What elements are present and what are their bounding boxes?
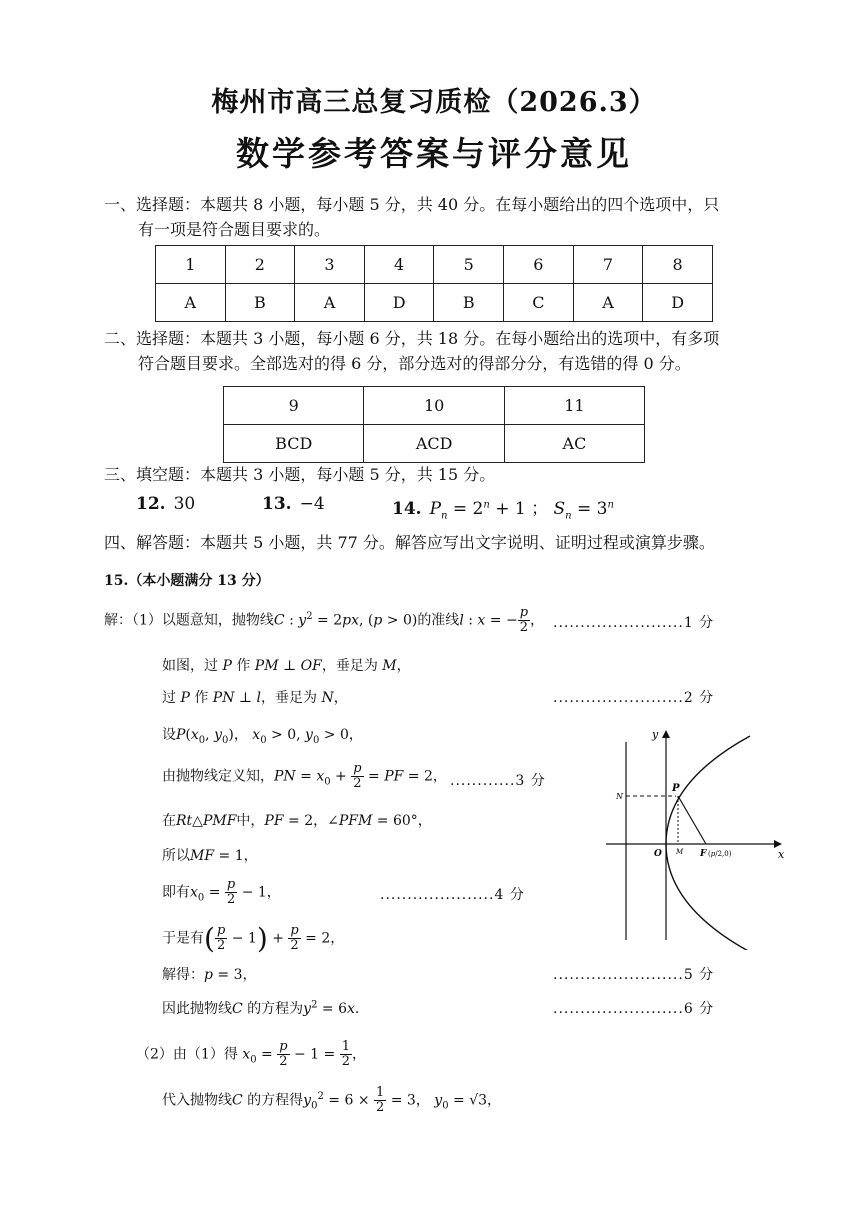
section-2-text: 二、选择题：本题共 3 小题，每小题 6 分，共 18 分。在每小题给出的选项中，有多项 <box>104 329 720 348</box>
solution-text: 由抛物线定义知， <box>162 768 274 785</box>
table-cell: B <box>225 284 295 322</box>
solution-text: ，垂足为 <box>261 690 318 706</box>
solution-text: 过 <box>162 690 176 706</box>
origin-label: O <box>654 849 662 859</box>
table-cell: 4 <box>364 246 434 284</box>
solution-text: 解：（1）以题意知，抛物线 <box>104 612 274 629</box>
y-axis-arrow <box>662 730 670 738</box>
page-title: 梅州市高三总复习质检（2026.3） <box>211 87 657 118</box>
section-1-text-2: 有一项是符合题目要求的。 <box>138 220 331 239</box>
table-cell: C <box>504 284 574 322</box>
solution-text: 解得： <box>162 967 204 983</box>
point-f-label: F <box>700 849 707 859</box>
table-cell: 8 <box>643 246 713 284</box>
solution-text: 如图，过 <box>162 658 218 674</box>
table-cell: 2 <box>225 246 295 284</box>
score-text: 3 分 <box>515 773 546 789</box>
table-cell: 1 <box>156 246 226 284</box>
answer-table-1 <box>155 245 713 322</box>
score-line-1: ........................1 分 <box>553 615 715 631</box>
table-cell: 10 <box>364 387 504 425</box>
x-axis-label: x <box>778 848 785 861</box>
parabola-curve <box>666 736 750 950</box>
table-cell: 11 <box>504 387 644 425</box>
solution-part-2-line-1: （2）由（1）得 $x_0$ = $\frac{p}{2}$ − 1 = $\frac{1}{2}$ ， <box>136 1039 366 1069</box>
solution-line-6: 在Rt△PMF中，PF = 2，∠PFM = 60°， <box>162 813 432 829</box>
score-line-3: ............3 分 <box>450 773 546 789</box>
score-line-2: ........................2 分 <box>553 690 715 706</box>
answer-table-2 <box>223 386 645 463</box>
table-cell: 3 <box>295 246 365 284</box>
solution-line-9: 于是有( $\frac{p}{2}$ − 1) + $\frac{p}{2}$ = 2， <box>162 922 345 955</box>
table-cell: BCD <box>224 425 364 463</box>
q14-label: 14. <box>392 499 422 519</box>
point-p-label: P <box>672 783 680 794</box>
score-text: 4 分 <box>494 887 525 903</box>
table-cell: B <box>434 284 504 322</box>
q12-label: 12. <box>136 494 166 514</box>
solution-line-2: 如图，过 P 作 PM ⊥ OF，垂足为 M， <box>162 658 411 674</box>
table-cell: 5 <box>434 246 504 284</box>
solution-text: 的方程得 <box>247 1092 304 1109</box>
table-row <box>224 387 645 425</box>
x-axis-arrow <box>774 840 782 848</box>
table-row <box>156 246 713 284</box>
table-cell: A <box>156 284 226 322</box>
solution-text: 代入抛物线 <box>162 1092 232 1109</box>
solution-text: 的准线 <box>417 612 460 629</box>
q14-answer: $P_n = 2^n + 1$ ； $S_n = 3^n$ <box>429 499 614 522</box>
table-cell: A <box>295 284 365 322</box>
solution-text: ，垂足为 <box>321 658 378 674</box>
point-f-coords: (p/2,0) <box>708 850 732 858</box>
section-2-text-2: 符合题目要求。全部选对的得 6 分，部分选对的得部分分，有选错的得 0 分。 <box>138 354 691 373</box>
solution-text: 在 <box>162 813 176 829</box>
solution-text: 所以 <box>162 848 190 864</box>
table-cell: 9 <box>224 387 364 425</box>
table-cell: AC <box>504 425 644 463</box>
q13-label: 13. <box>262 494 292 514</box>
point-m-label: M <box>676 848 684 856</box>
table-cell: D <box>643 284 713 322</box>
section-3-text: 三、填空题：本题共 3 小题，每小题 5 分，共 15 分。 <box>104 465 496 484</box>
section-1-text: 一、选择题：本题共 8 小题，每小题 5 分，共 40 分。在每小题给出的四个选项中，只 <box>104 195 720 214</box>
table-cell: D <box>364 284 434 322</box>
fill-answer-12 <box>136 494 195 514</box>
solution-line-4: 设$P(x_0$, $y_0$)， $x_0 > 0$, $y_0 > 0$， <box>162 727 363 746</box>
score-text: 5 分 <box>683 967 715 983</box>
fill-answer-14 <box>392 494 614 521</box>
table-row <box>156 284 713 322</box>
solution-text: 设 <box>162 727 176 743</box>
score-line-4: .....................4 分 <box>380 887 525 903</box>
table-cell: A <box>573 284 643 322</box>
solution-line-10: 解得：p = 3， <box>162 967 257 983</box>
solution-text: 因此抛物线 <box>162 1001 232 1017</box>
section-1-intro <box>104 192 769 242</box>
solution-line-5: 由抛物线定义知，PN = $x_0$ + $\frac{p}{2}$ = PF = 2， <box>162 761 447 791</box>
solution-text: 作 <box>194 690 209 706</box>
score-text: 2 分 <box>683 690 715 706</box>
solution-line-3: 过 P 作 PN ⊥ l，垂足为 N， <box>162 690 348 706</box>
q15-heading: 15.（本小题满分 13 分） <box>104 573 270 589</box>
score-line-5: ........................5 分 <box>553 967 715 983</box>
q13-answer: −4 <box>299 494 325 514</box>
solution-part-2-line-2: 代入抛物线C 的方程得$y_0^2 = 6$ × $\frac{1}{2}$ = 3， $y_0 = √3$， <box>162 1085 502 1115</box>
section-2-intro <box>104 326 769 376</box>
table-cell: ACD <box>364 425 504 463</box>
q12-answer: 30 <box>173 494 196 514</box>
parabola-figure <box>600 722 790 950</box>
y-axis-label: y <box>652 728 659 741</box>
solution-text: 中， <box>236 813 265 829</box>
solution-text: 于是有 <box>162 930 204 947</box>
solution-line-8: 即有$x_0$ = $\frac{p}{2}$ − 1， <box>162 877 281 907</box>
table-cell: 7 <box>573 246 643 284</box>
solution-line-7: 所以MF = 1， <box>162 848 258 864</box>
table-row <box>224 425 645 463</box>
score-text: 6 分 <box>683 1001 715 1017</box>
fill-answer-13 <box>262 494 325 514</box>
solution-line-11: 因此抛物线C 的方程为$y^2 = 6x$. <box>162 999 360 1017</box>
segment-pf <box>678 796 706 844</box>
solution-text: 的方程为 <box>247 1001 304 1017</box>
solution-text: 作 <box>236 658 251 674</box>
point-n-label: N <box>616 792 623 801</box>
table-cell: 6 <box>504 246 574 284</box>
page-subtitle: 数学参考答案与评分意见 <box>236 134 632 173</box>
solution-text: （2）由（1）得 <box>136 1046 238 1063</box>
score-line-6: ........................6 分 <box>553 1001 715 1017</box>
score-text: 1 分 <box>683 615 715 631</box>
solution-text: 即有 <box>162 884 190 901</box>
solution-line-1: 解：（1）以题意知，抛物线C : $y^2 = 2px$, (p > 0)的准线l : x = − $\frac{p}{2}$ ， <box>104 605 545 635</box>
section-4-text: 四、解答题：本题共 5 小题，共 77 分。解答应写出文字说明、证明过程或演算步骤。 <box>104 533 715 552</box>
